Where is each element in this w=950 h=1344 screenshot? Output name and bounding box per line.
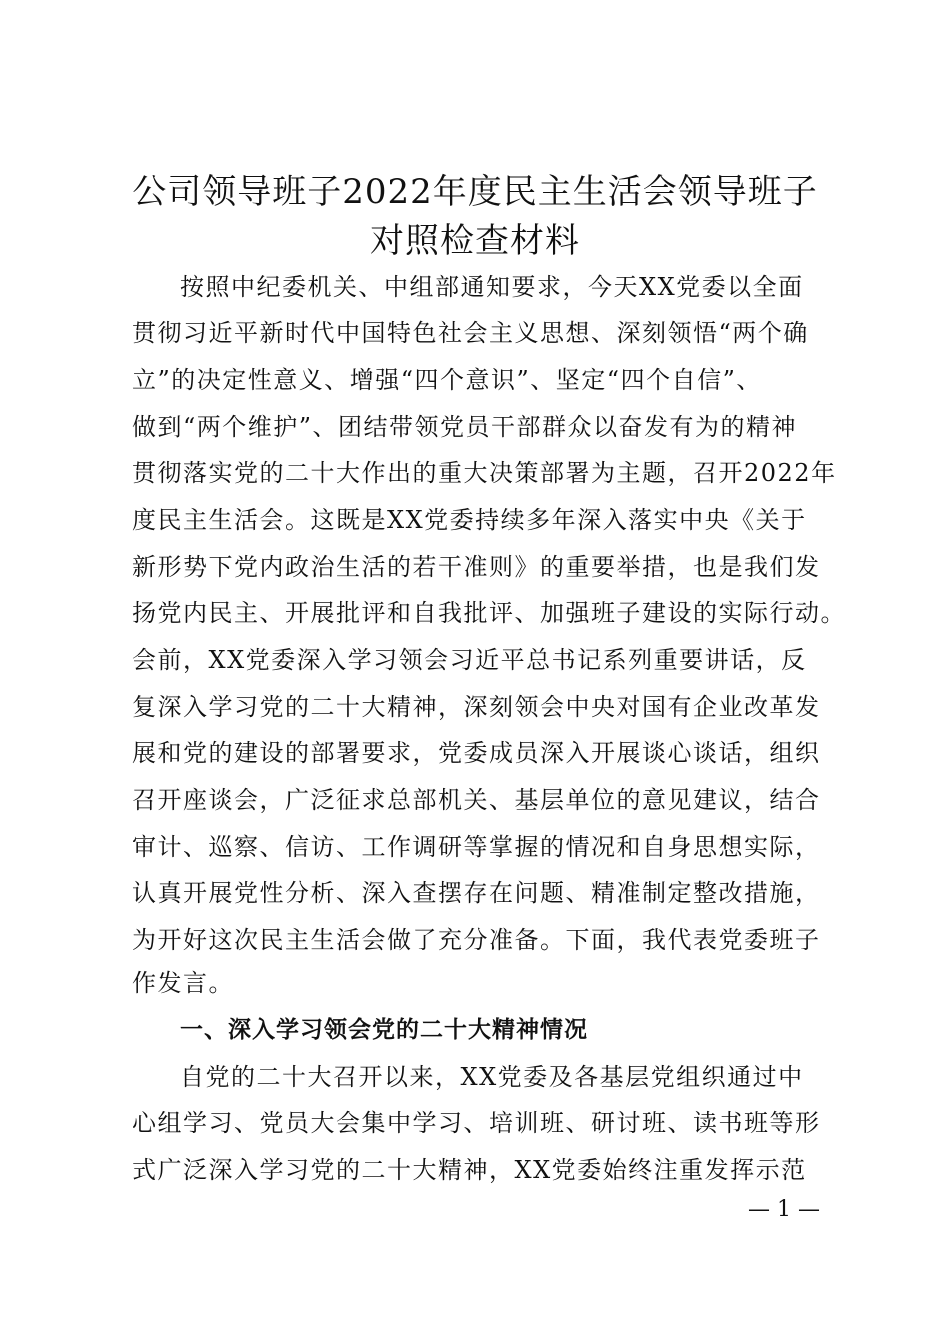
paragraph-line: 审计、巡察、信访、工作调研等掌握的情况和自身思想实际， bbox=[132, 833, 821, 861]
paragraph-line: 认真开展党性分析、深入查摆存在问题、精准制定整改措施， bbox=[132, 879, 821, 907]
document-title-line-1: 公司领导班子2022年度民主生活会领导班子 bbox=[132, 172, 818, 212]
paragraph-line: 度民主生活会。这既是XX党委持续多年深入落实中央《关于 bbox=[132, 506, 807, 534]
paragraph-line: 复深入学习党的二十大精神，深刻领会中央对国有企业改革发 bbox=[132, 693, 821, 721]
paragraph-line: 新形势下党内政治生活的若干准则》的重要举措，也是我们发 bbox=[132, 553, 821, 581]
paragraph-line: 展和党的建设的部署要求，党委成员深入开展谈心谈话，组织 bbox=[132, 739, 821, 767]
section-heading-1: 一、深入学习领会党的二十大精神情况 bbox=[180, 1017, 588, 1043]
paragraph-line: 贯彻落实党的二十大作出的重大决策部署为主题，召开2022年 bbox=[132, 459, 837, 487]
paragraph-line: 式广泛深入学习党的二十大精神，XX党委始终注重发挥示范 bbox=[132, 1156, 807, 1184]
paragraph-line: 作发言。 bbox=[132, 969, 234, 997]
paragraph-line: 会前，XX党委深入学习领会习近平总书记系列重要讲话，反 bbox=[132, 646, 807, 674]
paragraph-line: 自党的二十大召开以来，XX党委及各基层党组织通过中 bbox=[180, 1063, 804, 1091]
paragraph-line: 做到“两个维护”、团结带领党员干部群众以奋发有为的精神 bbox=[132, 413, 798, 441]
paragraph-line: 立”的决定性意义、增强“四个意识”、坚定“四个自信”、 bbox=[132, 366, 762, 394]
paragraph-line: 贯彻习近平新时代中国特色社会主义思想、深刻领悟“两个确 bbox=[132, 319, 809, 347]
paragraph-line: 心组学习、党员大会集中学习、培训班、研讨班、读书班等形 bbox=[132, 1109, 821, 1137]
paragraph-line: 召开座谈会，广泛征求总部机关、基层单位的意见建议，结合 bbox=[132, 786, 821, 814]
paragraph-line: 按照中纪委机关、中组部通知要求，今天XX党委以全面 bbox=[180, 273, 804, 301]
paragraph-line: 为开好这次民主生活会做了充分准备。下面，我代表党委班子 bbox=[132, 926, 821, 954]
page-number: — 1 — bbox=[748, 1197, 820, 1222]
paragraph-line: 扬党内民主、开展批评和自我批评、加强班子建设的实际行动。 bbox=[132, 599, 846, 627]
document-title-line-2: 对照检查材料 bbox=[370, 221, 580, 261]
